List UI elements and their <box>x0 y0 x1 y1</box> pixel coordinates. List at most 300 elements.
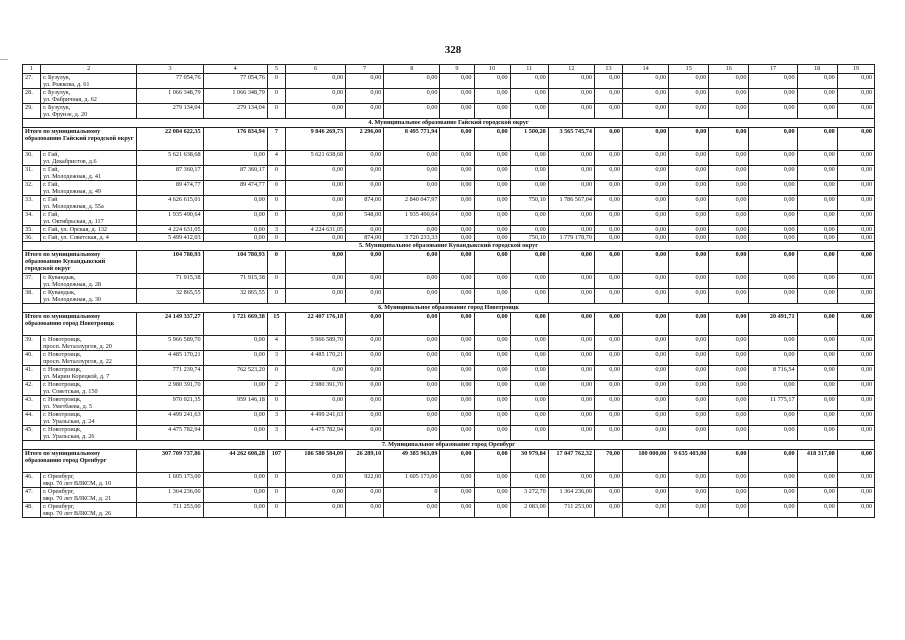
table-cell: 279 134,04 <box>137 104 203 119</box>
table-cell: 0,00 <box>709 473 749 488</box>
table-cell: 0,00 <box>474 104 510 119</box>
table-cell: 0,00 <box>384 336 440 351</box>
table-cell: 0,00 <box>669 89 709 104</box>
table-cell: 49 385 963,09 <box>384 450 440 473</box>
table-cell: 0,00 <box>797 396 837 411</box>
table-cell: 0,00 <box>749 211 797 226</box>
table-cell: 0,00 <box>548 313 594 336</box>
total-label-cell: Итого по муниципальному образованию город Новотроицк <box>23 313 137 336</box>
table-cell: 2 840 047,97 <box>384 196 440 211</box>
table-cell: 0,00 <box>384 313 440 336</box>
table-cell: 8 716,54 <box>749 366 797 381</box>
table-cell: 0,00 <box>474 251 510 274</box>
table-cell: 4 <box>267 336 285 351</box>
table-row <box>23 289 875 304</box>
table-cell: 0,00 <box>474 381 510 396</box>
table-cell: 0,00 <box>548 289 594 304</box>
table-cell: 4 485 170,21 <box>137 351 203 366</box>
table-cell: 0 <box>267 196 285 211</box>
table-cell: 0,00 <box>548 411 594 426</box>
table-cell: 0,00 <box>837 104 874 119</box>
table-cell: 0,00 <box>709 450 749 473</box>
table-cell: 0,00 <box>285 289 345 304</box>
table-cell: 1 605 173,00 <box>137 473 203 488</box>
column-number-cell: 7 <box>346 65 384 74</box>
table-cell: 4 <box>267 151 285 166</box>
table-cell: 0,00 <box>285 488 345 503</box>
table-cell: 0,00 <box>797 274 837 289</box>
address-cell: г. Бузулук, ул. Фабричная, д. 62 <box>41 89 137 104</box>
column-number-cell: 10 <box>474 65 510 74</box>
table-cell: 0,00 <box>749 351 797 366</box>
table-cell: 0,00 <box>669 274 709 289</box>
table-cell: 0,00 <box>384 104 440 119</box>
table-cell: 0,00 <box>548 396 594 411</box>
table-cell: 711 253,00 <box>137 503 203 518</box>
table-cell: 1 500,20 <box>510 128 548 151</box>
table-cell: 0,00 <box>548 89 594 104</box>
table-row <box>23 426 875 441</box>
table-cell: 0,00 <box>474 366 510 381</box>
table-cell: 0,00 <box>203 381 267 396</box>
table-row <box>23 381 875 396</box>
column-number-cell: 3 <box>137 65 203 74</box>
table-cell: 0,00 <box>749 381 797 396</box>
table-row <box>23 234 875 242</box>
table-cell: 750,10 <box>510 234 548 242</box>
table-cell: 0,00 <box>623 166 669 181</box>
table-cell: 0,00 <box>749 503 797 518</box>
table-cell: 0,00 <box>510 411 548 426</box>
table-cell: 1 935 490,64 <box>137 211 203 226</box>
table-cell: 0,00 <box>384 181 440 196</box>
address-cell: г. Новотроицк, ул. Уральская, д. 24 <box>41 411 137 426</box>
table-cell: 4 626 615,01 <box>137 196 203 211</box>
table-cell: 0,00 <box>474 411 510 426</box>
table-cell: 0 <box>384 488 440 503</box>
table-cell: 0,00 <box>623 251 669 274</box>
table-cell: 0,00 <box>623 396 669 411</box>
table-cell: 0,00 <box>837 234 874 242</box>
table-cell: 32 865,55 <box>203 289 267 304</box>
table-cell: 0,00 <box>440 104 474 119</box>
table-cell: 0,00 <box>384 381 440 396</box>
table-cell: 0,00 <box>346 226 384 234</box>
table-cell: 0,00 <box>749 89 797 104</box>
table-cell: 0,00 <box>594 196 622 211</box>
total-row <box>23 128 875 151</box>
table-cell: 0,00 <box>346 313 384 336</box>
table-cell: 26 289,10 <box>346 450 384 473</box>
table-cell: 0,00 <box>837 211 874 226</box>
table-cell: 0 <box>267 89 285 104</box>
table-cell: 5 621 638,68 <box>137 151 203 166</box>
section-title-row <box>23 304 875 313</box>
table-cell: 0,00 <box>709 313 749 336</box>
table-cell: 0,00 <box>837 313 874 336</box>
table-cell: 0,00 <box>623 381 669 396</box>
table-cell: 0,00 <box>837 488 874 503</box>
table-cell: 1 935 490,64 <box>384 211 440 226</box>
table-cell: 0,00 <box>623 473 669 488</box>
column-number-cell: 5 <box>267 65 285 74</box>
table-cell: 0,00 <box>623 89 669 104</box>
table-cell: 0,00 <box>594 313 622 336</box>
table-cell: 0,00 <box>474 289 510 304</box>
table-cell: 9 635 403,00 <box>669 450 709 473</box>
table-cell: 0,00 <box>548 251 594 274</box>
table-cell: 0,00 <box>749 274 797 289</box>
row-number-cell: 28. <box>23 89 41 104</box>
table-cell: 0,00 <box>474 181 510 196</box>
table-cell: 771 239,74 <box>137 366 203 381</box>
table-cell: 0,00 <box>440 289 474 304</box>
table-cell: 0,00 <box>440 351 474 366</box>
table-cell: 0 <box>267 211 285 226</box>
table-cell: 0,00 <box>837 151 874 166</box>
table-row <box>23 503 875 518</box>
table-cell: 0,00 <box>474 74 510 89</box>
table-cell: 0,00 <box>510 351 548 366</box>
table-cell: 0,00 <box>384 166 440 181</box>
table-cell: 0,00 <box>384 503 440 518</box>
table-cell: 307 709 737,86 <box>137 450 203 473</box>
table-cell: 0,00 <box>709 234 749 242</box>
table-cell: 0 <box>267 74 285 89</box>
table-cell: 1 779 178,70 <box>548 234 594 242</box>
table-cell: 0,00 <box>594 366 622 381</box>
table-cell: 0,00 <box>623 234 669 242</box>
table-cell: 0,00 <box>669 151 709 166</box>
table-cell: 711 253,00 <box>548 503 594 518</box>
table-cell: 0,00 <box>510 473 548 488</box>
table-cell: 0,00 <box>797 128 837 151</box>
table-cell: 0,00 <box>548 74 594 89</box>
table-cell: 0,00 <box>548 181 594 196</box>
table-cell: 0,00 <box>837 351 874 366</box>
table-cell: 0,00 <box>594 473 622 488</box>
address-cell: г. Гай, ул. Орская, д. 132 <box>41 226 137 234</box>
table-cell: 0,00 <box>797 181 837 196</box>
table-cell: 0,00 <box>285 503 345 518</box>
row-number-cell: 27. <box>23 74 41 89</box>
table-cell: 0,00 <box>709 411 749 426</box>
table-row <box>23 396 875 411</box>
table-cell: 176 834,94 <box>203 128 267 151</box>
table-cell: 0,00 <box>285 74 345 89</box>
row-number-cell: 32. <box>23 181 41 196</box>
table-row <box>23 488 875 503</box>
table-cell: 0,00 <box>440 128 474 151</box>
table-cell: 0,00 <box>797 366 837 381</box>
table-cell: 3 <box>267 426 285 441</box>
table-cell: 0 <box>267 396 285 411</box>
table-cell: 0,00 <box>346 503 384 518</box>
table-cell: 0,00 <box>285 181 345 196</box>
table-cell: 2 296,00 <box>346 128 384 151</box>
table-cell: 0,00 <box>837 128 874 151</box>
table-cell: 0,00 <box>203 411 267 426</box>
table-cell: 0,00 <box>346 336 384 351</box>
table-cell: 0,00 <box>623 196 669 211</box>
row-number-cell: 42. <box>23 381 41 396</box>
table-cell: 0,00 <box>623 274 669 289</box>
table-cell: 0,00 <box>837 426 874 441</box>
table-cell: 0,00 <box>474 473 510 488</box>
address-cell: г. Новотроицк, просп. Металлургов, д. 22 <box>41 351 137 366</box>
table-cell: 87 360,17 <box>203 166 267 181</box>
table-cell: 0,00 <box>548 151 594 166</box>
table-cell: 0,00 <box>749 450 797 473</box>
table-cell: 0,00 <box>623 181 669 196</box>
table-cell: 0,00 <box>669 366 709 381</box>
table-cell: 0,00 <box>510 151 548 166</box>
table-cell: 0,00 <box>474 396 510 411</box>
table-cell: 0,00 <box>440 366 474 381</box>
address-cell: г. Новотроицк, ул. Советская, д. 150 <box>41 381 137 396</box>
table-cell: 0,00 <box>346 104 384 119</box>
section-title: 5. Муниципальное образование Кувандыкский городской округ <box>23 242 875 251</box>
table-cell: 0,00 <box>797 289 837 304</box>
table-cell: 0,00 <box>623 351 669 366</box>
table-cell: 0,00 <box>837 473 874 488</box>
section-title-row <box>23 441 875 450</box>
table-cell: 89 474,77 <box>137 181 203 196</box>
table-row <box>23 89 875 104</box>
address-cell: г. Оренбург, мкр. 70 лет ВЛКСМ, д. 21 <box>41 488 137 503</box>
table-cell: 0 <box>267 274 285 289</box>
column-number-cell: 11 <box>510 65 548 74</box>
row-number-cell: 47. <box>23 488 41 503</box>
table-cell: 0,00 <box>346 151 384 166</box>
table-cell: 0,00 <box>669 226 709 234</box>
table-cell: 0,00 <box>837 181 874 196</box>
table-cell: 0,00 <box>797 488 837 503</box>
table-cell: 0,00 <box>548 226 594 234</box>
table-cell: 0,00 <box>384 411 440 426</box>
table-cell: 0,00 <box>837 396 874 411</box>
table-cell: 0,00 <box>548 366 594 381</box>
page-number: 328 <box>444 44 462 56</box>
table-cell: 0,00 <box>669 166 709 181</box>
table-cell: 0 <box>267 166 285 181</box>
table-cell: 2 980 391,70 <box>285 381 345 396</box>
table-cell: 279 134,04 <box>203 104 267 119</box>
table-cell: 0,00 <box>440 488 474 503</box>
table-cell: 0,00 <box>440 74 474 89</box>
table-row <box>23 166 875 181</box>
table-cell: 0,00 <box>440 196 474 211</box>
table-cell: 4 224 631,05 <box>285 226 345 234</box>
address-cell: г. Бузулук, ул. Рожкова, д. 61 <box>41 74 137 89</box>
address-cell: г. Кувандык, ул. Молодежная, д. 28 <box>41 274 137 289</box>
address-cell: г. Новотроицк, ул. Марии Корецкой, д. 7 <box>41 366 137 381</box>
table-cell: 0,00 <box>346 181 384 196</box>
table-cell: 0,00 <box>594 426 622 441</box>
table-cell: 77 054,76 <box>203 74 267 89</box>
table-cell: 0,00 <box>285 473 345 488</box>
table-cell: 0,00 <box>837 196 874 211</box>
table-cell: 0,00 <box>440 503 474 518</box>
table-cell: 3 <box>267 411 285 426</box>
table-cell: 9 846 269,73 <box>285 128 345 151</box>
table-cell: 0,00 <box>285 211 345 226</box>
table-cell: 0,00 <box>510 381 548 396</box>
table-row <box>23 411 875 426</box>
table-cell: 0,00 <box>548 351 594 366</box>
table-cell: 0,00 <box>285 104 345 119</box>
row-number-cell: 36. <box>23 234 41 242</box>
table-cell: 0,00 <box>749 166 797 181</box>
table-cell: 0 <box>267 104 285 119</box>
table-cell: 3 565 745,74 <box>548 128 594 151</box>
table-cell: 959 146,18 <box>203 396 267 411</box>
table-row <box>23 74 875 89</box>
row-number-cell: 40. <box>23 351 41 366</box>
table-cell: 0,00 <box>440 211 474 226</box>
table-cell: 0 <box>267 503 285 518</box>
table-cell: 4 499 241,63 <box>137 411 203 426</box>
table-cell: 0,00 <box>285 234 345 242</box>
table-cell: 0,00 <box>346 74 384 89</box>
table-cell: 3 272,70 <box>510 488 548 503</box>
table-cell: 0,00 <box>203 503 267 518</box>
table-cell: 0,00 <box>510 104 548 119</box>
table-cell: 0,00 <box>440 450 474 473</box>
table-cell: 0,00 <box>797 503 837 518</box>
table-cell: 0,00 <box>285 251 345 274</box>
table-cell: 0,00 <box>510 211 548 226</box>
table-cell: 0,00 <box>594 89 622 104</box>
table-cell: 0,00 <box>440 396 474 411</box>
column-number-cell: 2 <box>41 65 137 74</box>
section-title-row <box>23 119 875 128</box>
table-cell: 1 605 173,00 <box>384 473 440 488</box>
table-cell: 0,00 <box>669 234 709 242</box>
table-cell: 0,00 <box>669 473 709 488</box>
table-cell: 0,00 <box>709 289 749 304</box>
row-number-cell: 48. <box>23 503 41 518</box>
table-cell: 0,00 <box>749 181 797 196</box>
table-cell: 0,00 <box>510 289 548 304</box>
address-cell: г. Оренбург, мкр. 70 лет ВЛКСМ, д. 26 <box>41 503 137 518</box>
address-cell: г. Новотроицк, ул. Уметбаева, д. 5 <box>41 396 137 411</box>
table-cell: 0,00 <box>709 426 749 441</box>
column-number-row <box>23 65 875 74</box>
table-cell: 0,00 <box>709 151 749 166</box>
table-cell: 0,00 <box>474 351 510 366</box>
table-cell: 0,00 <box>440 89 474 104</box>
table-cell: 0,00 <box>285 366 345 381</box>
table-cell: 0,00 <box>749 411 797 426</box>
table-cell: 0 <box>267 251 285 274</box>
table-cell: 0,00 <box>510 313 548 336</box>
table-cell: 0,00 <box>440 234 474 242</box>
address-cell: г. Кувандык, ул. Молодежная, д. 30 <box>41 289 137 304</box>
table-cell: 0,00 <box>669 396 709 411</box>
table-cell: 0,00 <box>510 366 548 381</box>
table-cell: 0,00 <box>440 411 474 426</box>
table-cell: 0,00 <box>203 226 267 234</box>
table-cell: 15 <box>267 313 285 336</box>
register-table-body <box>23 65 875 518</box>
section-title: 6. Муниципальное образование город Новотроицк <box>23 304 875 313</box>
table-cell: 0,00 <box>510 251 548 274</box>
table-cell: 0,00 <box>346 89 384 104</box>
column-number-cell: 12 <box>548 65 594 74</box>
table-cell: 1 066 348,79 <box>203 89 267 104</box>
table-cell: 0,00 <box>837 251 874 274</box>
table-cell: 0,00 <box>285 196 345 211</box>
table-cell: 0,00 <box>594 226 622 234</box>
table-cell: 0,00 <box>346 166 384 181</box>
table-cell: 0,00 <box>797 411 837 426</box>
table-cell: 0,00 <box>203 234 267 242</box>
table-cell: 0,00 <box>594 381 622 396</box>
row-number-cell: 44. <box>23 411 41 426</box>
table-cell: 0,00 <box>623 289 669 304</box>
table-cell: 0,00 <box>510 181 548 196</box>
table-cell: 4 485 170,21 <box>285 351 345 366</box>
table-cell: 0 <box>267 473 285 488</box>
table-cell: 0,00 <box>203 151 267 166</box>
table-cell: 0,00 <box>837 74 874 89</box>
table-cell: 0,00 <box>669 426 709 441</box>
table-cell: 874,00 <box>346 196 384 211</box>
table-cell: 0,00 <box>623 128 669 151</box>
table-row <box>23 104 875 119</box>
table-cell: 0,00 <box>709 166 749 181</box>
table-cell: 4 224 631,05 <box>137 226 203 234</box>
table-cell: 0,00 <box>623 313 669 336</box>
table-cell: 0,00 <box>669 128 709 151</box>
total-row <box>23 251 875 274</box>
table-cell: 0,00 <box>346 411 384 426</box>
table-cell: 0,00 <box>203 211 267 226</box>
table-cell: 5 621 638,68 <box>285 151 345 166</box>
register-table <box>22 64 875 518</box>
table-cell: 0,00 <box>510 89 548 104</box>
section-title: 7. Муниципальное образование город Оренбург <box>23 441 875 450</box>
table-cell: 0,00 <box>594 251 622 274</box>
table-cell: 0,00 <box>837 226 874 234</box>
address-cell: г. Гай ул. Молодежная, д. 55а <box>41 196 137 211</box>
table-cell: 71 915,38 <box>203 274 267 289</box>
address-cell: г. Бузулук, ул. Фрунзе, д. 20 <box>41 104 137 119</box>
table-cell: 0,00 <box>623 426 669 441</box>
table-cell: 0,00 <box>797 251 837 274</box>
table-cell: 0,00 <box>346 351 384 366</box>
table-cell: 0,00 <box>797 104 837 119</box>
column-number-cell: 14 <box>623 65 669 74</box>
table-cell: 20 491,71 <box>749 313 797 336</box>
table-cell: 0,00 <box>594 211 622 226</box>
table-cell: 1 364 236,00 <box>137 488 203 503</box>
table-cell: 0,00 <box>797 426 837 441</box>
table-cell: 0,00 <box>669 104 709 119</box>
table-cell: 4 475 782,94 <box>285 426 345 441</box>
table-cell: 0,00 <box>749 289 797 304</box>
table-cell: 0,00 <box>384 426 440 441</box>
table-cell: 32 865,55 <box>137 289 203 304</box>
column-number-cell: 18 <box>797 65 837 74</box>
table-cell: 24 149 337,27 <box>137 313 203 336</box>
table-cell: 0,00 <box>346 381 384 396</box>
table-cell: 4 475 782,94 <box>137 426 203 441</box>
table-cell: 0,00 <box>510 426 548 441</box>
table-cell: 0,00 <box>474 488 510 503</box>
table-cell: 0,00 <box>669 411 709 426</box>
